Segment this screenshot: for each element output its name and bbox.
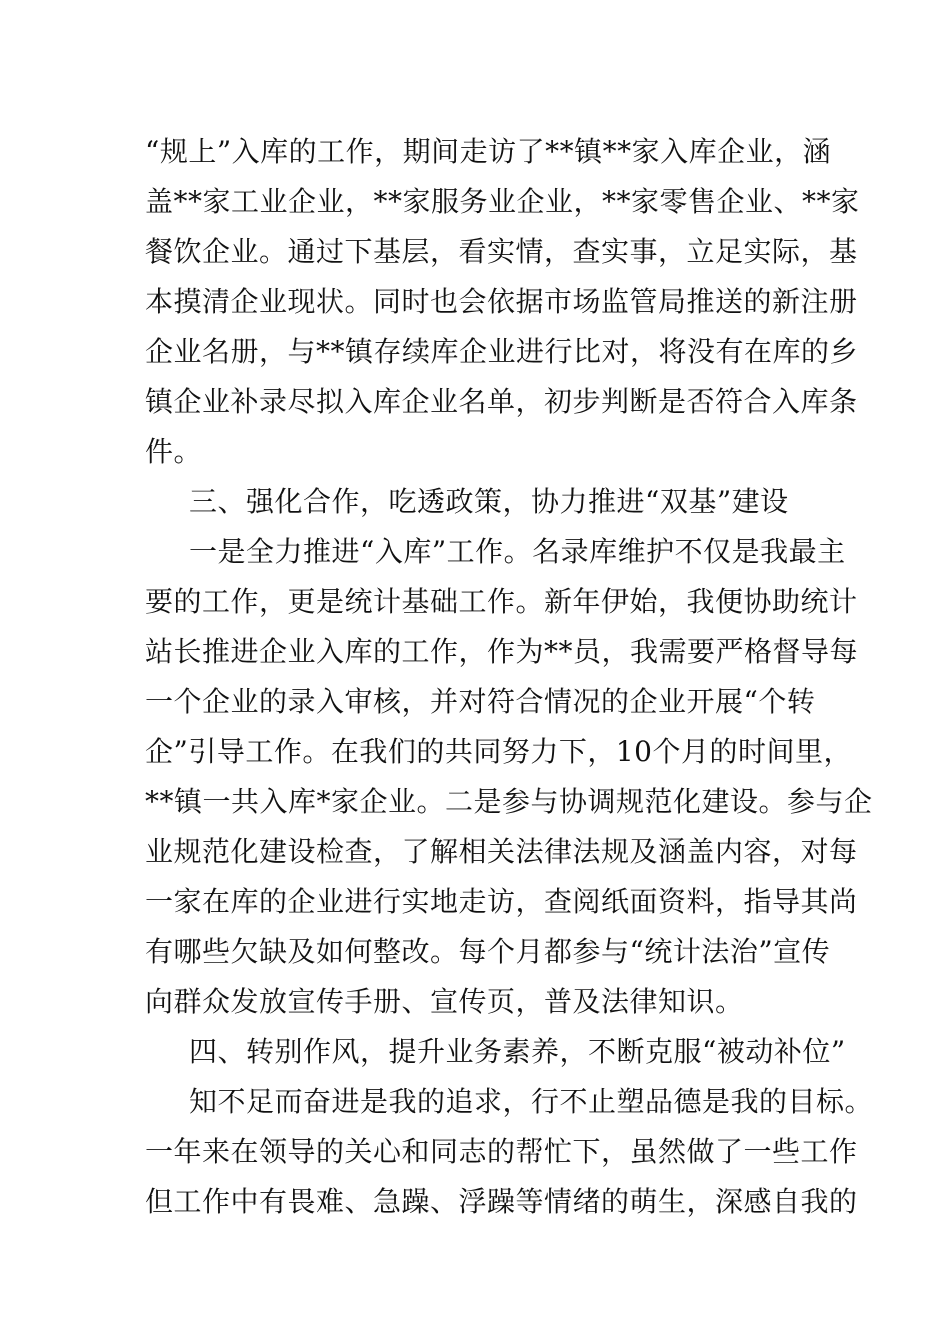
text-line-17: 有哪些欠缺及如何整改。每个月都参与“统计法治”宣传 — [145, 935, 831, 968]
text-line-14: **镇一共入库*家企业。二是参与协调规范化建设。参与企 — [145, 785, 873, 818]
text-line-9: 一是全力推进“入库”工作。名录库维护不仅是我最主 — [189, 535, 846, 568]
text-line-11: 站长推进企业入库的工作，作为**员，我需要严格督导每 — [145, 635, 859, 668]
text-line-15: 业规范化建设检查，了解相关法律法规及涵盖内容，对每 — [145, 835, 858, 868]
text-line-20: 知不足而奋进是我的追求，行不止塑品德是我的目标。 — [189, 1085, 874, 1118]
text-line-3: 餐饮企业。通过下基层，看实情，查实事，立足实际，基 — [145, 235, 858, 268]
text-line-10: 要的工作，更是统计基础工作。新年伊始，我便协助统计 — [145, 585, 858, 618]
text-line-2: 盖**家工业企业，**家服务业企业，**家零售企业、**家 — [145, 185, 860, 218]
text-line-22: 但工作中有畏难、急躁、浮躁等情绪的萌生，深感自我的 — [145, 1185, 858, 1218]
section-heading-3: 三、强化合作，吃透政策，协力推进“双基”建设 — [189, 485, 789, 518]
section-heading-4: 四、转别作风，提升业务素养，不断克服“被动补位” — [189, 1035, 846, 1068]
text-line-13: 企”引导工作。在我们的共同努力下，10个月的时间里， — [145, 735, 852, 768]
text-line-7: 件。 — [145, 435, 203, 468]
text-line-4: 本摸清企业现状。同时也会依据市场监管局推送的新注册 — [145, 285, 858, 318]
text-line-1: “规上”入库的工作，期间走访了**镇**家入库企业，涵 — [145, 135, 832, 168]
text-line-18: 向群众发放宣传手册、宣传页，普及法律知识。 — [145, 985, 744, 1018]
text-line-12: 一个企业的录入审核，并对符合情况的企业开展“个转 — [145, 685, 816, 718]
text-line-21: 一年来在领导的关心和同志的帮忙下，虽然做了一些工作 — [145, 1135, 858, 1168]
text-line-16: 一家在库的企业进行实地走访，查阅纸面资料，指导其尚 — [145, 885, 858, 918]
text-line-5: 企业名册，与**镇存续库企业进行比对，将没有在库的乡 — [145, 335, 859, 368]
text-line-6: 镇企业补录尽拟入库企业名单，初步判断是否符合入库条 — [145, 385, 858, 418]
